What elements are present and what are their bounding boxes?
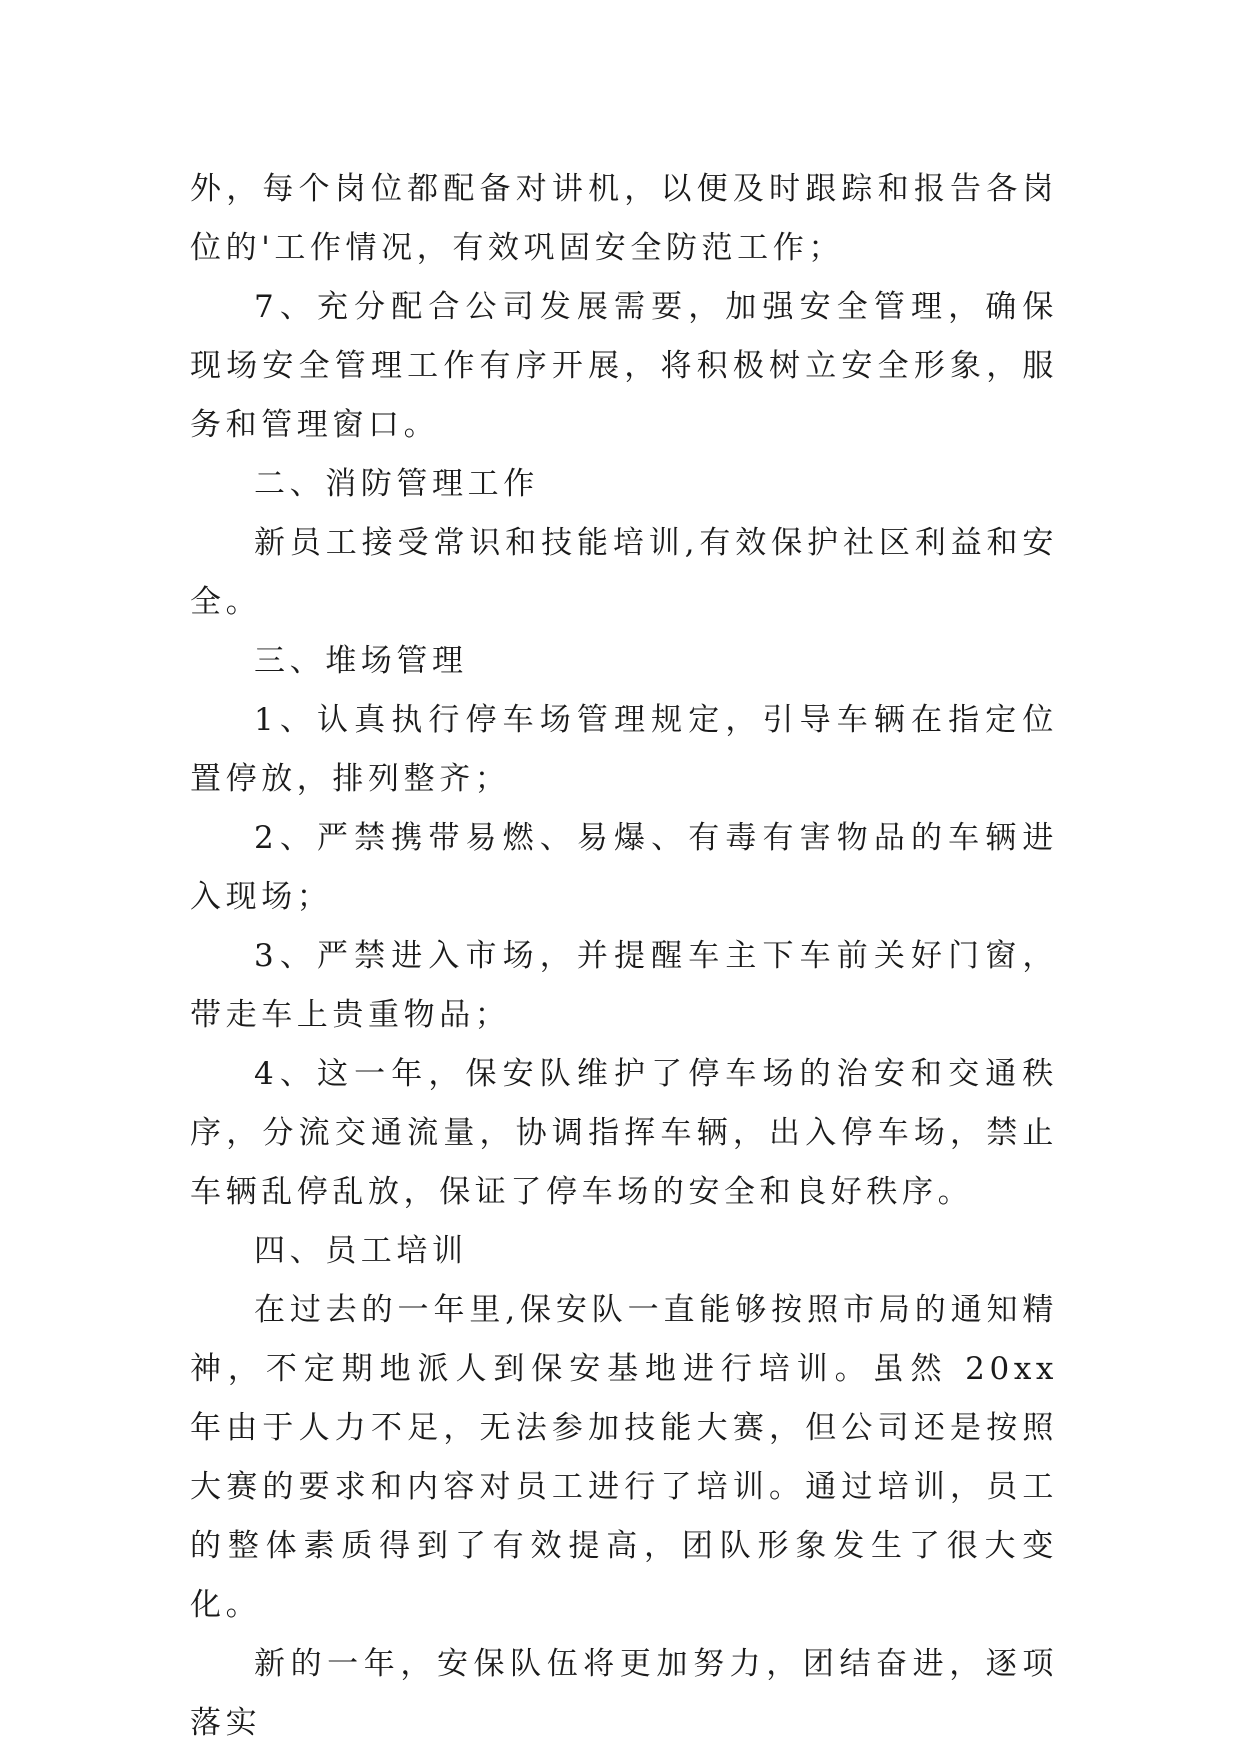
- paragraph-item-4: 4、这一年，保安队维护了停车场的治安和交通秩序，分流交通流量，协调指挥车辆，出入停车场，禁止车辆乱停乱放，保证了停车场的安全和良好秩序。: [190, 1056, 1058, 1210]
- paragraph-item-1: 1、认真执行停车场管理规定，引导车辆在指定位置停放，排列整齐；: [190, 702, 1058, 797]
- paragraph-item-3: 3、严禁进入市场，并提醒车主下车前关好门窗，带走车上贵重物品；: [190, 938, 1058, 1033]
- section-heading-yard-management: 三、堆场管理: [254, 643, 468, 679]
- paragraph-item-7: 7、充分配合公司发展需要，加强安全管理，确保现场安全管理工作有序开展，将积极树立安全形象，服务和管理窗口。: [190, 289, 1058, 443]
- paragraph-new-year: 新的一年，安保队伍将更加努力，团结奋进，逐项落实: [190, 1646, 1058, 1741]
- paragraph-fire-training: 新员工接受常识和技能培训,有效保护社区利益和安全。: [190, 525, 1058, 620]
- section-heading-staff-training: 四、员工培训: [254, 1233, 468, 1269]
- paragraph-training-summary: 在过去的一年里,保安队一直能够按照市局的通知精神，不定期地派人到保安基地进行培训。虽然 20xx 年由于人力不足，无法参加技能大赛，但公司还是按照大赛的要求和内容对员工进行了培训。通过培训，员工的整体素质得到了有效提高，团队形象发生了很大变化。: [190, 1292, 1058, 1623]
- paragraph-1: 外，每个岗位都配备对讲机，以便及时跟踪和报告各岗位的'工作情况，有效巩固安全防范工作；: [190, 171, 1058, 266]
- paragraph-item-2: 2、严禁携带易燃、易爆、有毒有害物品的车辆进入现场；: [190, 820, 1058, 915]
- section-heading-fire-management: 二、消防管理工作: [254, 466, 539, 502]
- document-body: [190, 160, 1058, 1753]
